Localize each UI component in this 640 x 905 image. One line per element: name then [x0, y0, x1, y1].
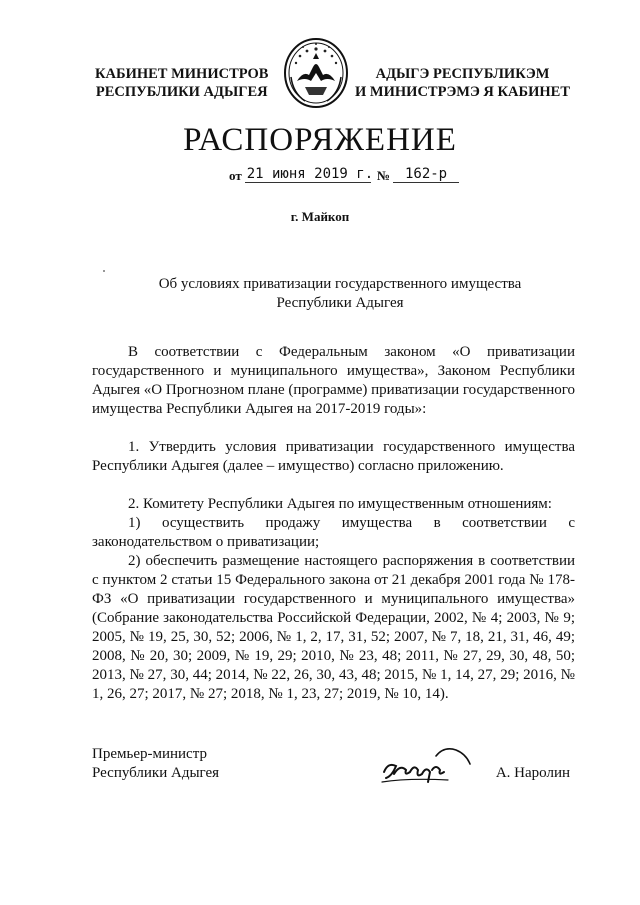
number-value: 162-р	[393, 166, 459, 183]
signatory-name: А. Наролин	[495, 765, 570, 781]
subject-line2: Республики Адыгея	[276, 295, 404, 311]
header-left-line2: РЕСПУБЛИКИ АДЫГЕЯ	[95, 84, 268, 100]
paragraph-item-2: 2. Комитету Республики Адыгея по имущественным отношениям:	[128, 496, 552, 512]
document-title: РАСПОРЯЖЕНИЕ	[183, 122, 457, 158]
date-number-line	[226, 168, 459, 185]
header-left	[95, 65, 268, 101]
paragraph-preamble: В соответствии с Федеральным законом «О приватизации государственного и муниципального имущества», Законом Республики Адыгея «О Прогнозном плане (программе) приватизации государственного имущества Республики Адыгея на 2017-2019 годы»:	[92, 344, 575, 417]
signatory-post-line1: Премьер-министр	[92, 746, 207, 762]
date-from-label: от	[229, 168, 242, 183]
header-right	[355, 65, 570, 101]
paragraph-subitem-2: 2) обеспечить размещение настоящего распоряжения в соответствии с пунктом 2 статьи 15 Федерального закона от 21 декабря 2001 года № 178-ФЗ «О приватизации государственного и муниципального имущества» (Собрание законодательства Российской Федерации, 2002, № 4; 2003, № 9; 2005, № 19, 25, 30, 52; 2006, № 1, 2, 17, 31, 52; 2007, № 7, 18, 21, 31, 46, 49; 2008, № 20, 30; 2009, № 19, 29; 2010, № 23, 48; 2011, № 27, 29, 30, 48, 50; 2013, № 27, 30, 44; 2014, № 22, 26, 30, 43, 48; 2015, № 1, 14, 27, 29; 2016, № 1, 26, 27; 2017, № 27; 2018, № 1, 23, 27; 2019, № 10, 14).	[92, 553, 575, 702]
coat-of-arms-icon	[283, 37, 349, 109]
subject-line1: Об условиях приватизации государственного имущества	[158, 276, 522, 292]
handwritten-signature-icon	[378, 742, 473, 792]
header-left-line1: КАБИНЕТ МИНИСТРОВ	[95, 66, 269, 82]
header-right-line2: И МИНИСТРЭМЭ Я КАБИНЕТ	[355, 84, 570, 100]
city: г. Майкоп	[290, 209, 350, 224]
paragraph-subitem-1: 1) осуществить продажу имущества в соответствии с законодательством о приватизации;	[92, 515, 575, 550]
date-value: 21 июня 2019 г.	[246, 166, 374, 182]
signatory-post-line2: Республики Адыгея	[92, 765, 220, 781]
header-right-line1: АДЫГЭ РЕСПУБЛИКЭМ	[375, 66, 550, 82]
signatory-position	[92, 745, 219, 783]
number-label: №	[376, 168, 391, 183]
paragraph-item-1: 1. Утвердить условия приватизации государственного имущества Республики Адыгея (далее – имущество) согласно приложению.	[92, 439, 575, 474]
document-body	[92, 343, 575, 704]
scan-speck	[103, 270, 105, 272]
subject	[100, 275, 580, 313]
